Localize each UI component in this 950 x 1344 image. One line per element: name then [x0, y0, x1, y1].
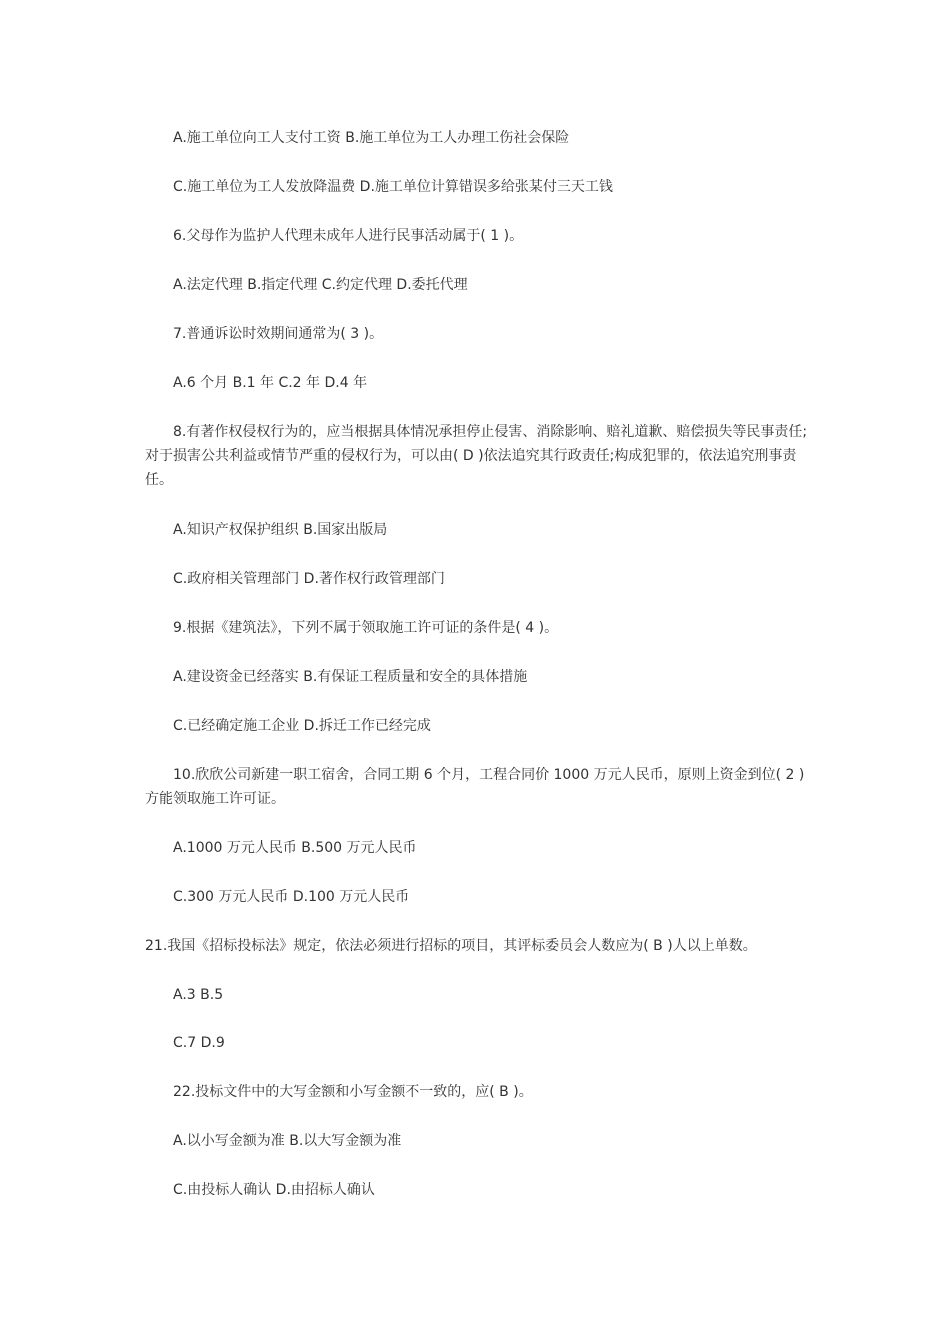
question-21: 21.我国《招标投标法》规定，依法必须进行招标的项目，其评标委员会人数应为( B )人以上单数。 [145, 938, 757, 954]
option-line: A.法定代理 B.指定代理 C.约定代理 D.委托代理 [173, 277, 468, 293]
option-line: A.1000 万元人民币 B.500 万元人民币 [173, 840, 417, 856]
option-line: C.施工单位为工人发放降温费 D.施工单位计算错误多给张某付三天工钱 [173, 179, 613, 195]
question-22: 22.投标文件中的大写金额和小写金额不一致的，应( B )。 [173, 1084, 533, 1100]
question-6: 6.父母作为监护人代理未成年人进行民事活动属于( 1 )。 [173, 228, 524, 244]
option-line: A.3 B.5 [173, 987, 224, 1003]
option-line: A.施工单位向工人支付工资 B.施工单位为工人办理工伤社会保险 [173, 130, 570, 146]
option-line: C.300 万元人民币 D.100 万元人民币 [173, 889, 410, 905]
option-line: A.6 个月 B.1 年 C.2 年 D.4 年 [173, 375, 368, 391]
option-line: A.知识产权保护组织 B.国家出版局 [173, 522, 388, 538]
question-8: 8.有著作权侵权行为的，应当根据具体情况承担停止侵害、消除影响、赔礼道歉、赔偿损失等民事责任;对于损害公共利益或情节严重的侵权行为，可以由( D )依法追究其行政责任;构成犯罪的，依法追究刑事责任。 [145, 424, 808, 488]
option-line: C.已经确定施工企业 D.拆迁工作已经完成 [173, 718, 431, 734]
option-line: C.由投标人确认 D.由招标人确认 [173, 1182, 375, 1198]
option-line: C.7 D.9 [173, 1035, 225, 1051]
option-line: C.政府相关管理部门 D.著作权行政管理部门 [173, 571, 445, 587]
option-line: A.建设资金已经落实 B.有保证工程质量和安全的具体措施 [173, 669, 528, 685]
option-line: A.以小写金额为准 B.以大写金额为准 [173, 1133, 402, 1149]
question-10: 10.欣欣公司新建一职工宿舍，合同工期 6 个月，工程合同价 1000 万元人民币，原则上资金到位( 2 )方能领取施工许可证。 [145, 767, 805, 807]
question-7: 7.普通诉讼时效期间通常为( 3 )。 [173, 326, 384, 342]
question-9: 9.根据《建筑法》，下列不属于领取施工许可证的条件是( 4 )。 [173, 620, 559, 636]
